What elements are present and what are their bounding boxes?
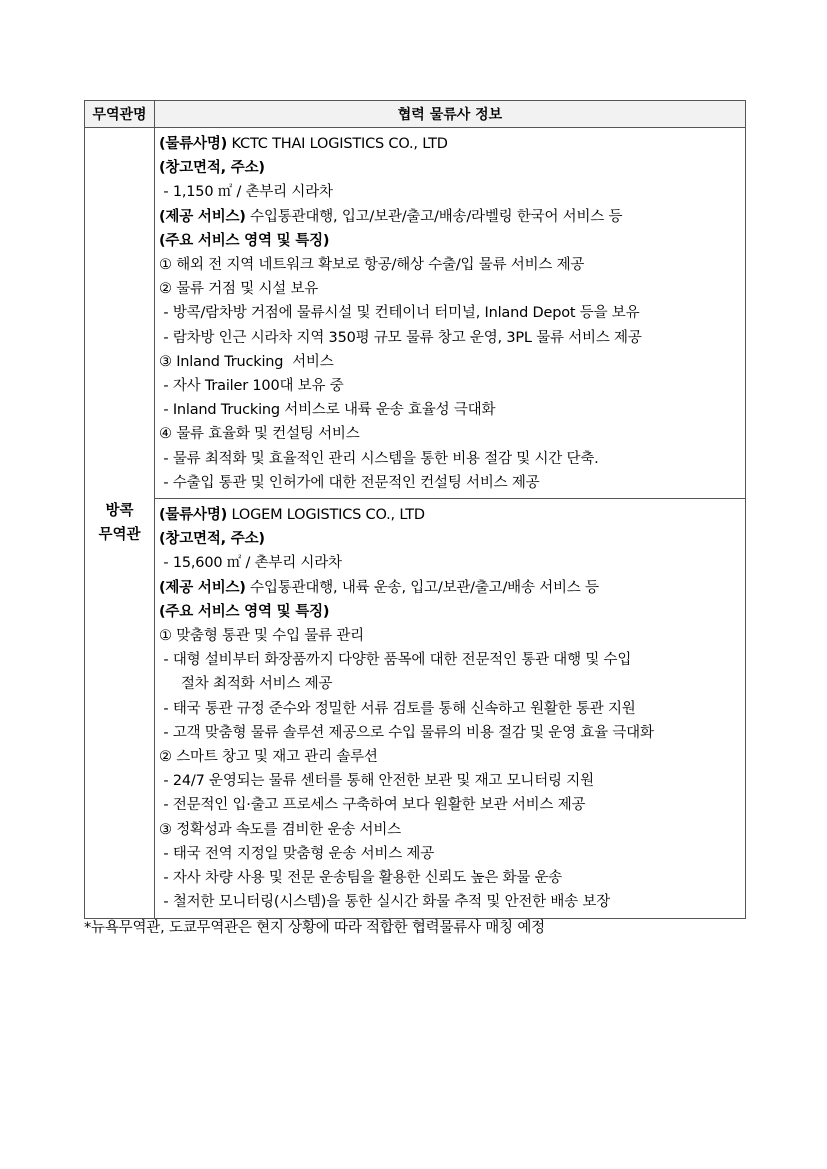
region-name: 방콕 xyxy=(105,502,134,519)
header-partner-info: 협력 물류사 정보 xyxy=(155,101,746,128)
company2-cell xyxy=(155,499,746,918)
company1-feature-line: ① 해외 전 지역 네트워크 확보로 항공/해상 수출/입 물류 서비스 제공 xyxy=(159,257,585,274)
company2-name: LOGEM LOGISTICS CO., LTD xyxy=(227,507,425,524)
company1-area-heading: (창고면적, 주소) xyxy=(159,160,265,177)
logistics-partner-table xyxy=(84,100,746,919)
company2-services-label: (제공 서비스) xyxy=(159,579,246,596)
table-row-company1 xyxy=(85,128,746,499)
company1-name-line xyxy=(159,132,743,156)
company2-area-heading: (창고면적, 주소) xyxy=(159,531,265,548)
footnote: *뉴욕무역관, 도쿄무역관은 현지 상황에 따라 적합한 협력물류사 매칭 예정 xyxy=(84,920,545,936)
company2-feature-line: - 철저한 모니터링(시스템)을 통한 실시간 화물 추적 및 안전한 배송 보장 xyxy=(159,894,611,911)
company2-name-label: (물류사명) xyxy=(159,507,228,524)
company1-feature-line: - 자사 Trailer 100대 보유 중 xyxy=(159,378,344,395)
company1-feature-line: - 물류 최적화 및 효율적인 관리 시스템을 통한 비용 절감 및 시간 단축. xyxy=(159,450,599,467)
company1-feature-line: - 방콕/람차방 거점에 물류시설 및 컨테이너 터미널, Inland Depot 등을 보유 xyxy=(159,305,640,322)
company1-feature-line: - 람차방 인근 시라차 지역 350평 규모 물류 창고 운영, 3PL 물류 서비스 제공 xyxy=(159,329,642,346)
company2-feature-line: - 고객 맞춤형 물류 솔루션 제공으로 수입 물류의 비용 절감 및 운영 효율 극대화 xyxy=(159,724,654,741)
region-cell xyxy=(85,128,155,919)
company1-services: 수입통관대행, 입고/보관/출고/배송/라벨링 한국어 서비스 등 xyxy=(245,208,623,225)
company1-feature-line: ② 물류 거점 및 시설 보유 xyxy=(159,281,319,298)
company2-feature-line: - 전문적인 입·출고 프로세스 구축하여 보다 원활한 보관 서비스 제공 xyxy=(159,797,586,814)
company2-name-line xyxy=(159,503,743,527)
company1-name-label: (물류사명) xyxy=(159,136,228,152)
company2-services-line xyxy=(159,576,743,600)
company2-services: 수입통관대행, 내륙 운송, 입고/보관/출고/배송 서비스 등 xyxy=(245,579,599,596)
company2-feature-line: - 대형 설비부터 화장품까지 다양한 품목에 대한 전문적인 통관 대행 및 수입 xyxy=(159,652,632,669)
company1-cell xyxy=(155,128,746,499)
table-header-row xyxy=(85,101,746,128)
company2-feature-line: ③ 정확성과 속도를 겸비한 운송 서비스 xyxy=(159,821,401,838)
company2-feature-line-continued: 절차 최적화 서비스 제공 xyxy=(181,676,333,693)
company1-feature-line: ④ 물류 효율화 및 컨설팅 서비스 xyxy=(159,426,360,443)
company1-feature-line: - Inland Trucking 서비스로 내륙 운송 효율성 극대화 xyxy=(159,402,496,419)
document-page xyxy=(84,100,746,919)
region-office: 무역관 xyxy=(98,526,141,543)
company2-feature-line: - 태국 전역 지정일 맞춤형 운송 서비스 제공 xyxy=(159,845,435,862)
company2-feature-line: ① 맞춤형 통관 및 수입 물류 관리 xyxy=(159,628,364,645)
company2-area: - 15,600 ㎡ / 촌부리 시라차 xyxy=(159,555,342,572)
company2-feature-line: - 24/7 운영되는 물류 센터를 통해 안전한 보관 및 재고 모니터링 지원 xyxy=(159,773,594,790)
company2-feature-line: - 자사 차량 사용 및 전문 운송팀을 활용한 신뢰도 높은 화물 운송 xyxy=(159,870,563,887)
company2-feature-line: - 태국 통관 규정 준수와 정밀한 서류 검토를 통해 신속하고 원활한 통관 지원 xyxy=(159,700,636,717)
company1-feature-line: - 수출입 통관 및 인허가에 대한 전문적인 컨설팅 서비스 제공 xyxy=(159,474,540,491)
company1-feature-line: ③ Inland Trucking 서비스 xyxy=(159,353,334,370)
company1-area: - 1,150 ㎡ / 촌부리 시라차 xyxy=(159,184,333,201)
header-office-name: 무역관명 xyxy=(85,101,155,128)
table-row-company2 xyxy=(85,499,746,918)
company1-name: KCTC THAI LOGISTICS CO., LTD xyxy=(227,136,448,152)
company2-features-heading: (주요 서비스 영역 및 특징) xyxy=(159,603,330,620)
company1-services-label: (제공 서비스) xyxy=(159,208,246,225)
company2-feature-line: ② 스마트 창고 및 재고 관리 솔루션 xyxy=(159,749,378,766)
company1-features-heading: (주요 서비스 영역 및 특징) xyxy=(159,232,330,249)
company1-services-line xyxy=(159,205,743,229)
